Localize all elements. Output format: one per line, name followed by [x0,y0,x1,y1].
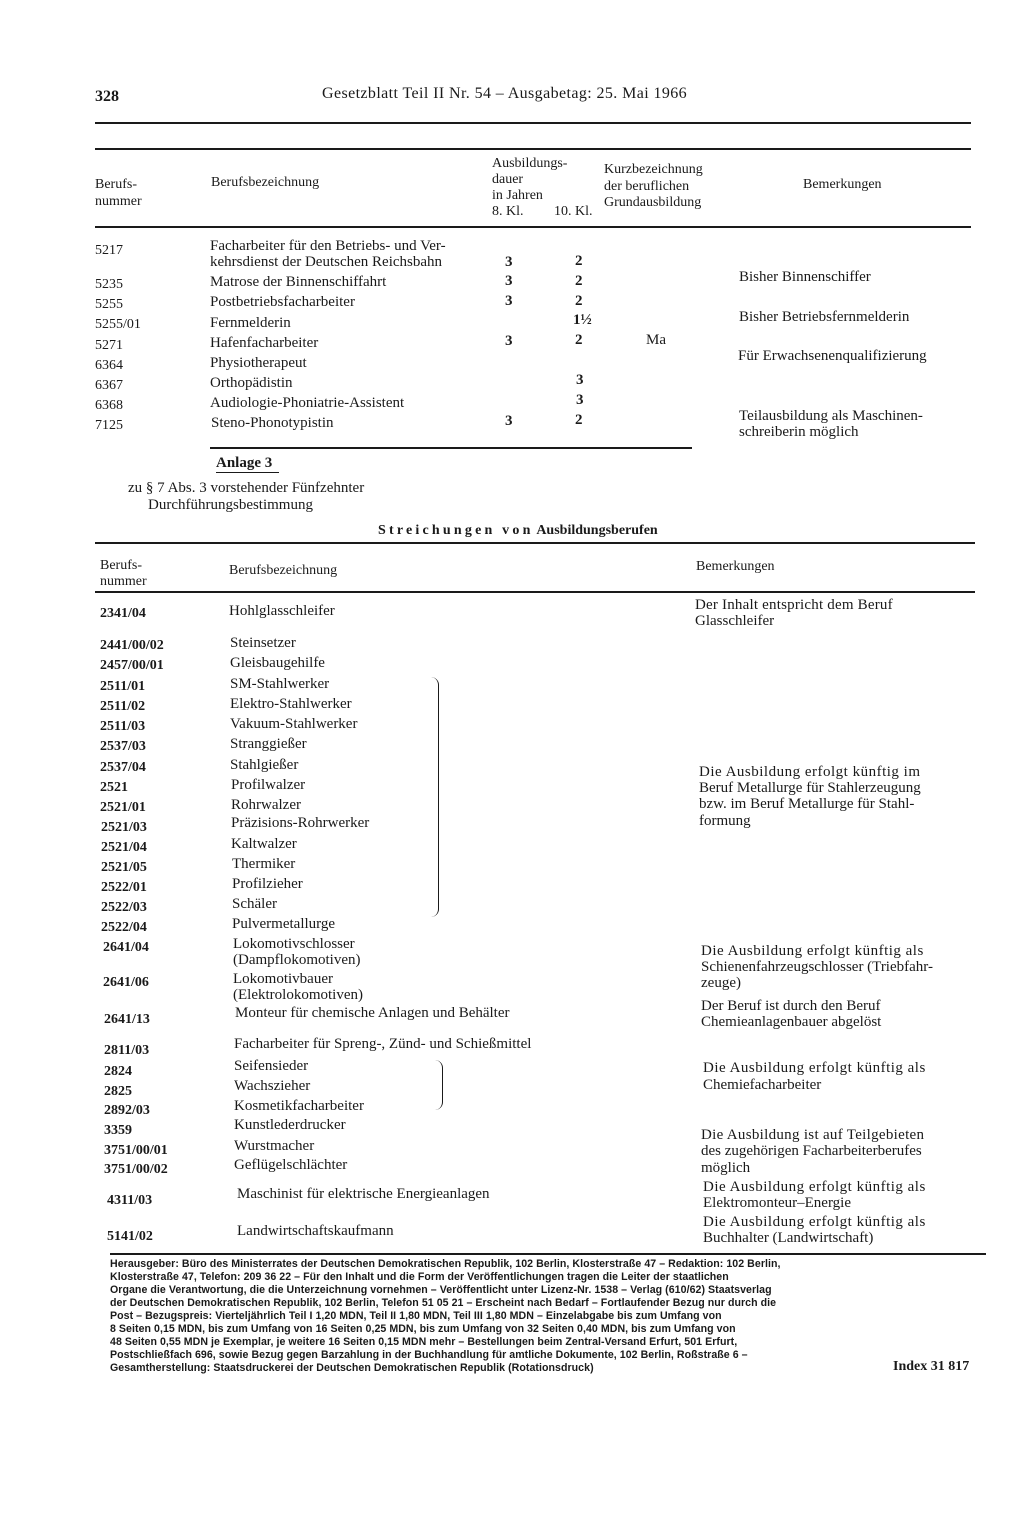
berufsbezeichnung: Seifensieder [234,1058,309,1074]
dauer-8kl: 3 [505,333,513,349]
section-title [378,523,658,539]
berufsnummer: 2521/04 [101,840,147,855]
table1-header-rule [95,226,971,228]
bemerkung: Für Erwachsenenqualifizierung [738,348,927,364]
remark-line: Die Ausbildung erfolgt künftig als [703,1060,926,1076]
berufsbezeichnung: Rohrwalzer [231,797,301,813]
col-berufsnummer-label-2: nummer [95,194,142,209]
col-berufsnummer-label-2: nummer [100,574,147,589]
berufsnummer: 2892/03 [104,1103,150,1118]
berufsbezeichnung-line-2: (Dampflokomotiven) [233,952,361,968]
remark-line: Die Ausbildung ist auf Teilgebieten [701,1127,925,1143]
berufsnummer: 5271 [95,338,123,353]
anlage-subtitle: zu § 7 Abs. 3 vorstehender Fünfzehnter [128,480,365,496]
imprint-line: Postschließfach 696, sowie Bezug gegen Barzahlung in der Buchhandlung für amtliche Dokumente, 102 Berlin, Roßstraße 6 – [110,1349,748,1361]
berufsbezeichnung: SM-Stahlwerker [230,676,330,692]
dauer-10kl: 3 [576,392,584,408]
dauer-8kl: 3 [505,293,513,309]
col-kurzbezeichnung-label-3: Grundausbildung [604,195,702,210]
imprint-line: 8 Seiten 0,15 MDN, bis zum Umfang von 16 Seiten 0,25 MDN, bis zum Umfang von 32 Seiten 0,40 MDN, bis zum Umfang von [110,1323,736,1335]
berufsnummer: 2511/02 [100,699,146,714]
berufsnummer: 6368 [95,398,123,413]
berufsbezeichnung: Profilwalzer [231,777,306,793]
remark-line: formung [699,813,751,829]
col-kurzbezeichnung-label: Kurzbezeichnung [604,162,703,177]
anlage-title: Anlage 3 [216,455,273,471]
col-berufsnummer-label: Berufs- [100,558,142,573]
dauer-8kl: 3 [505,413,513,429]
berufsbezeichnung: Facharbeiter für den Betriebs- und Ver- [210,238,446,254]
berufsbezeichnung: Stahlgießer [230,757,299,773]
section-title-spaced: Streichungen von [378,523,534,538]
bemerkung: Bisher Betriebsfernmelderin [739,309,910,325]
berufsnummer: 5141/02 [107,1229,153,1244]
berufsbezeichnung: Kunstlederdrucker [234,1117,346,1133]
berufsnummer: 5235 [95,277,123,292]
remark-line: Die Ausbildung erfolgt künftig als [701,943,924,959]
berufsnummer: 2641/06 [103,975,149,990]
berufsnummer: 2341/04 [100,606,146,621]
berufsbezeichnung: Gleisbaugehilfe [230,655,325,671]
berufsbezeichnung: Schäler [232,896,277,912]
dauer-10kl: 2 [575,273,583,289]
remark-line: Chemieanlagenbauer abgelöst [701,1014,882,1030]
dauer-8kl: 3 [505,254,513,270]
col-ausbildungsdauer-label-2: dauer [492,172,524,187]
imprint-line: der Deutschen Demokratischen Republik, 102 Berlin, Telefon 51 05 21 – Erscheint nach Bedarf – Fortlaufender Bezug nur durch die [110,1297,777,1309]
dauer-10kl: 2 [575,293,583,309]
berufsbezeichnung: Wurstmacher [234,1138,315,1154]
berufsbezeichnung: Hafenfacharbeiter [210,335,319,351]
bemerkung: Bisher Binnenschiffer [739,269,871,285]
imprint-line: 48 Seiten 0,55 MDN je Exemplar, je weitere 16 Seiten 0,15 MDN mehr – Bestellungen beim Zentral-Versand Erfurt, 501 Erfurt, [110,1336,738,1348]
imprint-line: Gesamtherstellung: Staatsdruckerei der Deutschen Demokratischen Republik (Rotationsdruck) [110,1362,594,1374]
berufsbezeichnung: Steinsetzer [230,635,296,651]
remark-line: Die Ausbildung erfolgt künftig als [703,1214,926,1230]
remark-line: Der Beruf ist durch den Beruf [701,998,881,1014]
berufsbezeichnung: Audiologie-Phoniatrie-Assistent [210,395,405,411]
berufsbezeichnung: Lokomotivschlosser [233,936,355,952]
remark-line: Chemiefacharbeiter [703,1077,822,1093]
berufsbezeichnung-line-2: kehrsdienst der Deutschen Reichsbahn [210,254,443,270]
kurzbezeichnung: Ma [646,332,666,348]
remark-line: Die Ausbildung erfolgt künftig als [703,1179,926,1195]
berufsnummer: 2825 [104,1084,132,1099]
header-rule [95,122,971,124]
table1-bottom-rule [210,447,692,449]
col-berufsbezeichnung-label: Berufsbezeichnung [211,175,320,190]
berufsbezeichnung-line-2: (Elektrolokomotiven) [233,987,363,1003]
berufsnummer: 2522/04 [101,920,147,935]
berufsbezeichnung: Monteur für chemische Anlagen und Behälter [235,1005,510,1021]
berufsnummer: 2824 [104,1064,132,1079]
anlage-subtitle-2: Durchführungsbestimmung [148,497,313,513]
berufsnummer: 3751/00/01 [104,1143,168,1158]
berufsnummer: 2522/01 [101,880,147,895]
berufsbezeichnung: Orthopädistin [210,375,293,391]
remark-line: Der Inhalt entspricht dem Beruf [695,597,893,613]
berufsnummer: 2521/03 [101,820,147,835]
berufsbezeichnung: Vakuum-Stahlwerker [230,716,358,732]
berufsnummer: 2511/03 [100,719,146,734]
col-ausbildungsdauer-label-3: in Jahren [492,188,543,203]
remark-line: möglich [701,1160,751,1176]
berufsbezeichnung: Pulvermetallurge [232,916,336,932]
berufsbezeichnung: Thermiker [232,856,296,872]
berufsnummer: 2537/03 [100,739,146,754]
berufsbezeichnung: Geflügelschlächter [234,1157,348,1173]
dauer-10kl: 3 [576,372,584,388]
remark-line: bzw. im Beruf Metallurge für Stahl- [699,796,915,812]
group-brace-chemistry [434,1060,443,1110]
publication-title: Gesetzblatt Teil II Nr. 54 – Ausgabetag: 25. Mai 1966 [322,85,688,102]
col-8kl-label: 8. Kl. [492,204,524,219]
berufsnummer: 5217 [95,243,123,258]
berufsbezeichnung: Landwirtschaftskaufmann [237,1223,394,1239]
berufsbezeichnung: Stranggießer [230,736,307,752]
col-10kl-label: 10. Kl. [554,204,593,219]
remark-line: Beruf Metallurge für Stahlerzeugung [699,780,921,796]
berufsnummer: 2521 [100,780,128,795]
berufsnummer: 2521/01 [100,800,146,815]
berufsnummer: 5255 [95,297,123,312]
berufsbezeichnung: Lokomotivbauer [233,971,333,987]
berufsbezeichnung: Postbetriebsfacharbeiter [210,294,355,310]
anlage-title-underline [216,472,279,473]
berufsbezeichnung: Kosmetikfacharbeiter [234,1098,364,1114]
berufsnummer: 2811/03 [104,1043,150,1058]
berufsbezeichnung: Fernmelderin [210,315,291,331]
berufsnummer: 2641/04 [103,940,149,955]
berufsbezeichnung: Profilzieher [232,876,303,892]
berufsnummer: 2511/01 [100,679,146,694]
berufsbezeichnung: Präzisions-Rohrwerker [231,815,370,831]
imprint-line: Post – Bezugspreis: Vierteljährlich Teil I 1,20 MDN, Teil II 1,80 MDN, Teil III 1,80 MDN – Einzelabgabe bis zum Umfang von [110,1310,722,1322]
berufsbezeichnung: Wachszieher [234,1078,311,1094]
berufsbezeichnung: Hohlglasschleifer [229,603,335,619]
berufsnummer: 2641/13 [104,1012,150,1027]
berufsnummer: 2522/03 [101,900,147,915]
berufsbezeichnung: Facharbeiter für Spreng-, Zünd- und Schießmittel [234,1036,532,1052]
remark-line: Buchhalter (Landwirtschaft) [703,1230,874,1246]
berufsnummer: 2521/05 [101,860,147,875]
col-kurzbezeichnung-label-2: der beruflichen [604,179,690,194]
col-bemerkungen-label: Bemerkungen [696,559,775,574]
dauer-10kl: 2 [575,412,583,428]
group-brace-metallurgy [430,677,439,917]
page-number: 328 [95,88,119,105]
remark-line: Die Ausbildung erfolgt künftig im [699,764,921,780]
section-title-bold: Ausbildungsberufen [536,523,658,538]
remark-line: Schienenfahrzeugschlosser (Triebfahr- [701,959,933,975]
col-bemerkungen-label: Bemerkungen [803,177,882,192]
col-ausbildungsdauer-label: Ausbildungs- [492,156,568,171]
remark-line: zeuge) [701,975,741,991]
dauer-10kl: 2 [575,332,583,348]
dauer-10kl: 2 [575,253,583,269]
berufsnummer: 3359 [104,1123,132,1138]
remark-line: Glasschleifer [695,613,775,629]
berufsnummer: 2457/00/01 [100,658,164,673]
berufsbezeichnung: Physiotherapeut [210,355,307,371]
bemerkung: Teilausbildung als Maschinen- [739,408,923,424]
berufsnummer: 2537/04 [100,760,146,775]
berufsnummer: 4311/03 [107,1193,153,1208]
berufsnummer: 5255/01 [95,317,141,332]
bemerkung-line-2: schreiberin möglich [739,424,859,440]
berufsbezeichnung: Kaltwalzer [231,836,297,852]
berufsnummer: 7125 [95,418,123,433]
col-berufsnummer-label: Berufs- [95,177,137,192]
remark-line: des zugehörigen Facharbeiterberufes [701,1143,922,1159]
index-number: Index 31 817 [893,1359,970,1374]
col-berufsbezeichnung-label: Berufsbezeichnung [229,563,338,578]
berufsnummer: 3751/00/02 [104,1162,168,1177]
berufsbezeichnung: Maschinist für elektrische Energieanlagen [237,1186,490,1202]
imprint-line: Herausgeber: Büro des Ministerrates der Deutschen Demokratischen Republik, 102 Berlin, Klosterstraße 47 – Redaktion: 102 Berlin, [110,1258,781,1270]
imprint-line: Organe die Verantwortung, die die Unterzeichnung vornehmen – Veröffentlicht unter Lizenz-Nr. 1538 – Verlag (610/62) Staatsverlag [110,1284,772,1296]
berufsnummer: 2441/00/02 [100,638,164,653]
dauer-8kl: 3 [505,273,513,289]
berufsbezeichnung: Matrose der Binnenschiffahrt [210,274,387,290]
footer-rule [110,1253,986,1255]
dauer-10kl: 1½ [573,312,592,328]
berufsnummer: 6364 [95,358,123,373]
table1-top-rule [95,148,971,150]
table2-top-rule [95,542,975,544]
imprint-line: Klosterstraße 47, Telefon: 209 36 22 – Für den Inhalt und die Form der Veröffentlichungen tragen die Leiter der staatlichen [110,1271,729,1283]
berufsbezeichnung: Steno-Phonotypistin [211,415,334,431]
berufsbezeichnung: Elektro-Stahlwerker [230,696,352,712]
table2-header-rule [95,591,975,593]
berufsnummer: 6367 [95,378,123,393]
remark-line: Elektromonteur–Energie [703,1195,852,1211]
